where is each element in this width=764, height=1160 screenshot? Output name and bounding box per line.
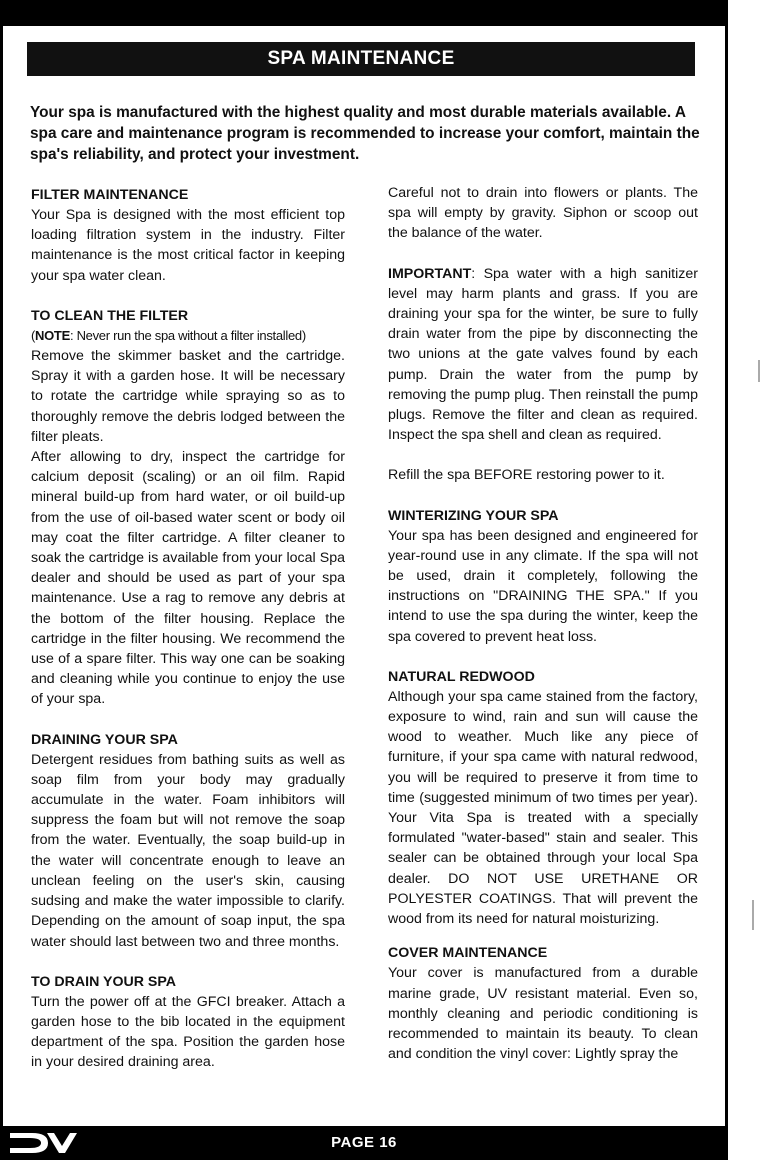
draining-spa-text: Detergent residues from bathing suits as well as soap film from your body may gradually accumulate in the water. Foam inhibitors will suppress the foam but will not remove the soap from the water. Eventually, the soap build-up in the water will concentrate enough to leave an unclean feeling on the user's skin, causing sudsing and make the water impossible to clarify. Depending on the amount of soap input, the spa water should last between two and three months. [31,751,345,950]
draining-spa-heading: DRAINING YOUR SPA [31,731,178,748]
drain-continued-text: Careful not to drain into flowers or plants. The spa will empty by gravity. Siphon or scoop out the balance of the water. [388,185,698,242]
drain-spa-text: Turn the power off at the GFCI breaker. Attach a garden hose to the bib located in the equipment department of the spa. Position the garden hose in your desired draining area. [31,993,345,1071]
intro-paragraph: Your spa is manufactured with the highest quality and most durable materials available. A spa care and maintenance program is recommended to increase your comfort, maintain the spa's reliability, and protect your investment. [30,104,700,163]
redwood-heading: NATURAL REDWOOD [388,668,535,685]
note-label: NOTE [35,327,70,343]
winterizing-text: Your spa has been designed and engineered for year-round use in any climate. If the spa will not be used, drain it completely, following the instructions on "DRAINING THE SPA." If you intend to use the spa during the winter, keep the spa covered to prevent heat loss. [388,527,698,645]
footer-bar [0,1126,728,1160]
right-column [388,183,698,1064]
top-border-bar [0,0,728,26]
important-label: IMPORTANT [388,265,472,282]
important-text: : Spa water with a high sanitizer level may harm plants and grass. If you are draining your spa for the winter, be sure to fully drain water from the pipe by disconnecting the two unions at the gate valves found by each pump. Drain the water from the pump by removing the pump plug. Then reinstall the pump plugs. Remove the filter and clean as required. Inspect the spa shell and clean as required. [388,265,698,444]
left-column [31,185,345,1073]
important-paragraph [388,264,698,446]
cover-heading: COVER MAINTENANCE [388,945,548,962]
edge-mark [752,900,754,930]
page-title-text: SPA MAINTENANCE [267,48,455,69]
cover-text: Your cover is manufactured from a durable marine grade, UV resistant material. Even so, monthly cleaning and periodic conditioning is recommended to maintain its beauty. To clean and condition the vinyl cover: Lightly spray the [388,965,698,1063]
note-text: : Never run the spa without a filter installed) [69,327,306,343]
page-number: PAGE 16 [331,1134,397,1151]
filter-maintenance-heading: FILTER MAINTENANCE [31,187,189,203]
clean-filter-heading: TO CLEAN THE FILTER [31,307,189,324]
redwood-text: Although your spa came stained from the factory, exposure to wind, rain and sun will cause the wood to weather. Much like any piece of furniture, if your spa came with natural redwood, you will be required to preserve it from time to time (suggested minimum of two times per year). Your Vita Spa is treated with a specially formulated "water-based" stain and sealer. This sealer can be obtained through your local Spa dealer. DO NOT USE URETHANE OR POLYESTER COATINGS. That will prevent the wood from its need for natural moisturizing. [388,688,698,928]
refill-text: Refill the spa BEFORE restoring power to it. [388,467,665,484]
clean-filter-note: (NOTE: Never run the spa without a filter installed) [31,327,306,343]
clean-filter-text-1: Remove the skimmer basket and the cartridge. Spray it with a garden hose. It will be necessary to rotate the cartridge while spraying so as to thoroughly remove the debris lodged between the filter pleats. [31,348,345,445]
winterizing-heading: WINTERIZING YOUR SPA [388,507,559,524]
clean-filter-text-2: After allowing to dry, inspect the cartridge for calcium deposit (scaling) or an oil film. Rapid mineral build-up from hard water, or oil build-up from the use of oil-based water scent or body oil may coat the filter cartridge. A filter cleaner to soak the cartridge is available from your local Spa dealer and should be used as part of your spa maintenance. Use a rag to remove any debris at the bottom of the filter housing. Replace the cartridge in the filter housing. We recommend the use of a spare filter. This way one can be soaking and cleaning while you continue to enjoy the use of your spa. [31,449,345,708]
edge-mark [758,360,760,382]
drain-spa-heading: TO DRAIN YOUR SPA [31,973,177,990]
page-title [27,42,695,76]
filter-maintenance-text: Your Spa is designed with the most efficient top loading filtration system in the industry. Filter maintenance is the most critical factor in keeping your spa water clean. [31,207,345,284]
